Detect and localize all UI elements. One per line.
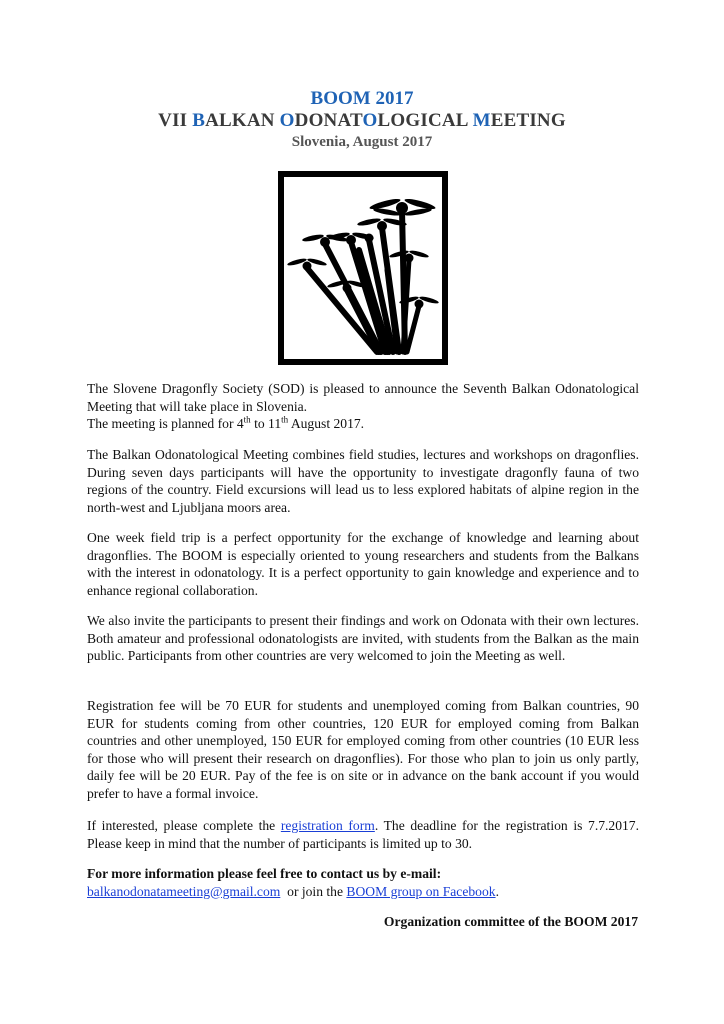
contact-heading: For more information please feel free to contact us by e-mail: (87, 866, 442, 881)
registration-fee-paragraph: Registration fee will be 70 EUR for students and unemployed coming from Balkan countries, 90 EUR for students coming from other countries, 120 EUR for employed coming from Balkan countries and other unemployed, 150 EUR for employed coming from other countries (10 EUR less for those who will present their research on dragonflies). For those who plan to join us only partly, daily fee will be 20 EUR. Pay of the fee is on site or in advance on the bank account if you would prefer to have a formal invoice. (87, 698, 639, 801)
email-link[interactable]: balkanodonatameeting@gmail.com (87, 883, 281, 899)
invitation-paragraph: We also invite the participants to present their findings and work on Odonata with their own lectures. Both amateur and professional odonatologists are invited, with students from the Balkan as the main public. Participants from other countries are very welcomed to join the Meeting as well. (87, 613, 639, 664)
registration-paragraph: If interested, please complete the registration form. The deadline for the registration is 7.7.2017. Please keep in mind that the number of participants is limited up to 30. (87, 818, 639, 851)
field-trip-paragraph: One week field trip is a perfect opportunity for the exchange of knowledge and learning about dragonflies. The BOOM is especially oriented to young researchers and students from the Balkans with the interest in odonatology. It is a perfect opportunity to gain knowledge and experience and to enhance regional collaboration. (87, 530, 639, 598)
facebook-group-link[interactable]: BOOM group on Facebook (346, 883, 496, 899)
dragonfly-logo-icon (277, 170, 449, 366)
subtitle: Slovenia, August 2017 (291, 134, 433, 150)
contact-block: For more information please feel free to contact us by e-mail: balkanodonatameeting@gmail.com or join the BOOM group on Facebook. (87, 866, 499, 899)
registration-form-link[interactable]: registration form (280, 818, 375, 833)
signature: Organization committee of the BOOM 2017 (383, 914, 638, 929)
intro-paragraph: The Slovene Dragonfly Society (SOD) is pleased to announce the Seventh Balkan Odonatological Meeting that will take place in Slovenia. The meeting is planned for 4th to 11th August 2017. (87, 381, 639, 432)
description-paragraph: The Balkan Odonatological Meeting combines field studies, lectures and workshops on dragonflies. During seven days participants will have the opportunity to investigate dragonfly fauna of two regions of the country. Field excursions will lead us to less explored habitats of alpine region in the north-west and Ljubljana moors area. (87, 447, 639, 515)
page-title: BOOM 2017 (310, 88, 414, 109)
meeting-name: VII BALKAN ODONATOLOGICAL MEETING (158, 110, 566, 131)
